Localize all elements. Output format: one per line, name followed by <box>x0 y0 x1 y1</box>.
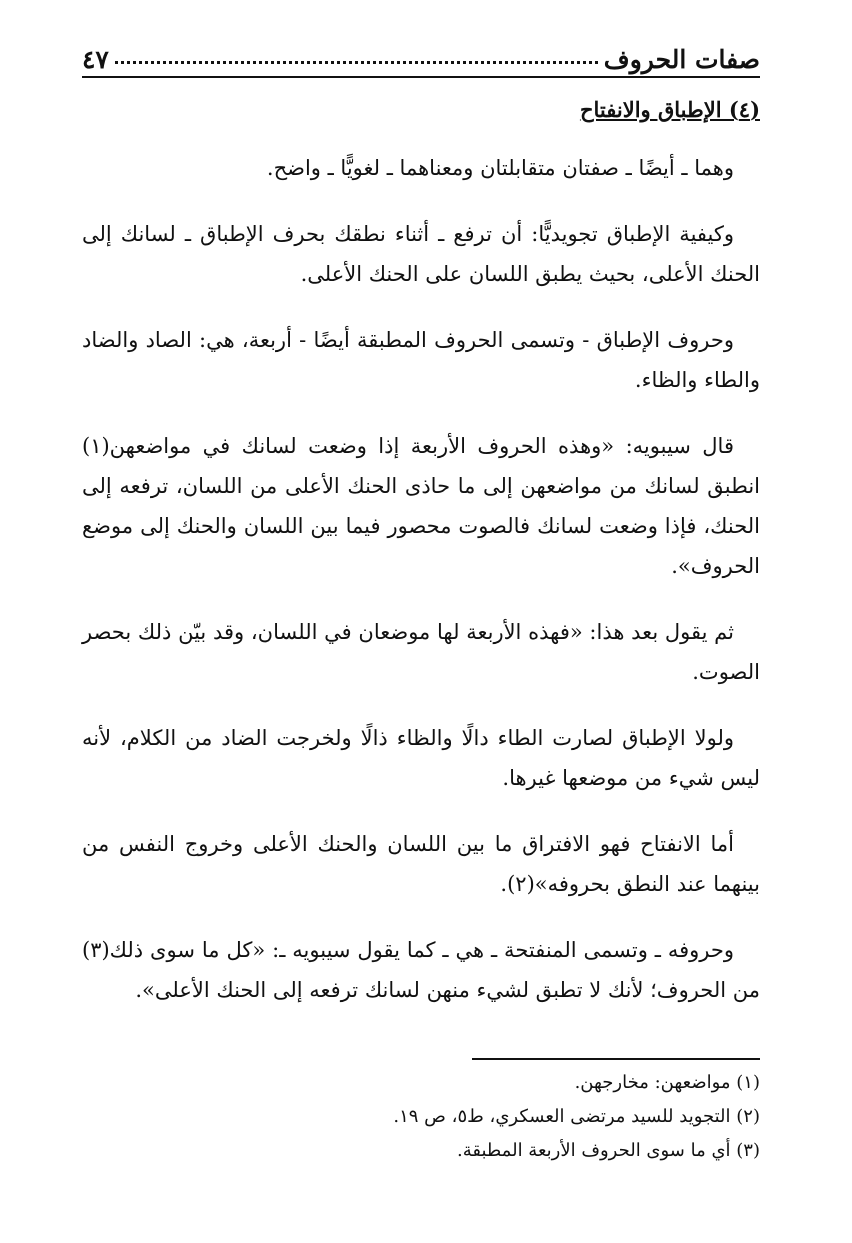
paragraph: وحروف الإطباق - وتسمى الحروف المطبقة أيضًا - أربعة، هي: الصاد والضاد والطاء والظاء. <box>82 328 760 392</box>
paragraph: ولولا الإطباق لصارت الطاء دالًا والظاء ذالًا ولخرجت الضاد من الكلام، لأنه ليس شيء من موضعها غيرها. <box>82 726 760 790</box>
chapter-title: صفات الحروف <box>603 45 760 74</box>
paragraph: قال سيبويه: «وهذه الحروف الأربعة إذا وضعت لسانك في مواضعهن(١) انطبق لسانك من مواضعهن إلى ما حاذى الحنك الأعلى من اللسان، ترفعه إلى الحنك، فإذا وضعت لسانك فالصوت محصور فيما بين اللسان والحنك إلى موضع الحروف». <box>82 434 760 578</box>
paragraph: ثم يقول بعد هذا: «فهذه الأربعة لها موضعان في اللسان، وقد بيّن ذلك بحصر الصوت. <box>82 620 760 684</box>
leader-dots <box>115 60 598 64</box>
paragraph: أما الانفتاح فهو الافتراق ما بين اللسان والحنك الأعلى وخروج النفس من بينهما عند النطق بحروفه»(٢). <box>82 832 760 896</box>
footnote: (١) مواضعهن: مخارجهن. <box>574 1072 760 1093</box>
footnotes <box>82 1066 760 1168</box>
footnote-divider <box>472 1058 760 1060</box>
paragraph: وحروفه ـ وتسمى المنفتحة ـ هي ـ كما يقول سيبويه ـ: «كل ما سوى ذلك(٣) من الحروف؛ لأنك لا تطبق لشيء منهن لسانك ترفعه إلى الحنك الأعلى». <box>82 938 760 1002</box>
paragraph: وهما ـ أيضًا ـ صفتان متقابلتان ومعناهما ـ لغويًّا ـ واضح. <box>266 156 734 180</box>
paragraph: وكيفية الإطباق تجويديًّا: أن ترفع ـ أثناء نطقك بحرف الإطباق ـ لسانك إلى الحنك الأعلى، بحيث يطبق اللسان على الحنك الأعلى. <box>82 222 760 286</box>
footnote: (٢) التجويد للسيد مرتضى العسكري، ط٥، ص ١٩. <box>393 1106 760 1127</box>
footnote: (٣) أي ما سوى الحروف الأربعة المطبقة. <box>457 1140 760 1161</box>
running-header <box>82 30 760 78</box>
section-heading: (٤) الإطباق والانفتاح <box>579 97 760 122</box>
main-text <box>82 92 760 1036</box>
page-number: ٤٧ <box>82 45 109 74</box>
